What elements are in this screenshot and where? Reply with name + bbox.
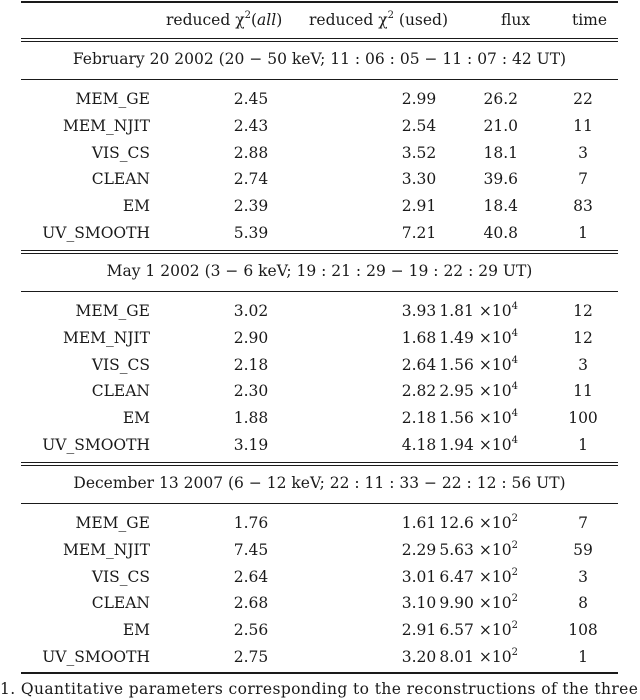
method-name: VIS_CS — [91, 143, 150, 162]
flux-times-ten: ×10 — [478, 648, 512, 666]
chi2-all-value: 2.90 — [233, 328, 269, 347]
flux-exponent: 2 — [511, 647, 518, 658]
flux-mantissa: 21.0 — [483, 116, 518, 135]
table-row — [21, 564, 618, 590]
table-row — [21, 432, 618, 458]
flux-times-ten: ×10 — [478, 621, 512, 640]
method-name: CLEAN — [91, 382, 150, 401]
time-value: 11 — [573, 382, 593, 401]
time-value: 59 — [573, 540, 593, 559]
method-name: UV_SMOOTH — [42, 436, 150, 454]
time-value: 3 — [578, 567, 588, 586]
flux-value — [439, 432, 518, 458]
method-name: VIS_CS — [91, 355, 150, 374]
chi2-all-value: 2.18 — [233, 355, 269, 374]
table-row — [21, 140, 618, 166]
flux-exponent: 4 — [511, 435, 518, 446]
flux-value — [483, 140, 518, 166]
time-value: 108 — [568, 621, 598, 640]
time-value: 83 — [573, 197, 593, 216]
flux-value — [439, 590, 518, 616]
flux-mantissa: 2.95 — [439, 382, 474, 401]
header-chi2-all: reduced $\chi^2(all)$ — [166, 10, 283, 29]
flux-mantissa: 40.8 — [483, 224, 518, 242]
flux-mantissa: 39.6 — [483, 170, 518, 189]
chi2-all-value: 2.39 — [233, 197, 269, 216]
section-double-rule-bottom — [21, 253, 618, 254]
section-double-rule-bottom — [21, 465, 618, 466]
table-row — [21, 220, 618, 246]
flux-exponent: 4 — [511, 408, 518, 420]
flux-times-ten: ×10 — [478, 514, 512, 532]
table-row — [21, 510, 618, 536]
chi2-used-value: 3.52 — [401, 143, 437, 162]
table-row — [21, 113, 618, 139]
flux-exponent: 4 — [511, 301, 518, 312]
flux-times-ten: ×10 — [478, 436, 512, 454]
flux-mantissa: 26.2 — [483, 90, 518, 108]
chi2-used-value: 3.10 — [401, 594, 437, 613]
flux-mantissa: 1.49 — [439, 328, 474, 347]
section-title: February 20 2002 (20 − 50 keV; 11 : 06 : 05 − 11 : 07 : 42 UT) — [72, 50, 567, 68]
flux-value — [439, 325, 518, 351]
flux-value — [439, 378, 518, 404]
flux-times-ten: ×10 — [478, 594, 512, 613]
method-name: CLEAN — [91, 594, 150, 613]
flux-exponent: 2 — [511, 539, 518, 551]
method-name: VIS_CS — [91, 567, 150, 586]
flux-times-ten: ×10 — [478, 567, 512, 586]
method-name: MEM_GE — [75, 302, 150, 320]
flux-value — [439, 644, 518, 670]
section-title-rule — [21, 291, 618, 292]
table-row — [21, 405, 618, 431]
section-title-rule — [21, 79, 618, 80]
method-name: MEM_NJIT — [62, 116, 150, 135]
chi2-all-value: 2.68 — [233, 594, 269, 613]
time-value: 1 — [578, 436, 588, 454]
chi2-used-value: 2.29 — [401, 540, 437, 559]
flux-value — [483, 220, 518, 246]
time-value: 1 — [578, 648, 588, 666]
flux-mantissa: 18.4 — [483, 197, 518, 216]
flux-mantissa: 6.57 — [439, 621, 474, 640]
time-value: 11 — [573, 116, 593, 135]
chi2-all-value: 2.45 — [233, 90, 269, 108]
time-value: 100 — [568, 409, 598, 428]
method-name: UV_SMOOTH — [42, 648, 150, 666]
table-row — [21, 617, 618, 643]
chi2-all-value: 2.75 — [233, 648, 269, 666]
time-value: 22 — [573, 90, 593, 108]
flux-exponent: 2 — [511, 620, 518, 632]
flux-exponent: 4 — [511, 381, 518, 393]
table-row — [21, 193, 618, 219]
flux-value — [439, 405, 518, 431]
flux-value — [483, 166, 518, 192]
section-double-rule-top — [21, 250, 618, 251]
time-value: 1 — [578, 224, 588, 242]
time-value: 3 — [578, 143, 588, 162]
chi2-used-value: 2.91 — [401, 621, 437, 640]
chi2-used-value: 3.20 — [401, 648, 437, 666]
method-name: MEM_GE — [75, 90, 150, 108]
flux-mantissa: 5.63 — [439, 540, 474, 559]
flux-value — [483, 193, 518, 219]
table-row — [21, 166, 618, 192]
flux-times-ten: ×10 — [478, 409, 512, 428]
chi2-all-value: 2.74 — [233, 170, 269, 189]
flux-times-ten: ×10 — [478, 328, 512, 347]
chi2-all-value: 1.88 — [233, 409, 269, 428]
method-name: EM — [122, 197, 150, 216]
table-caption: 1. Quantitative parameters corresponding to the reconstructions of the three — [0, 680, 639, 698]
method-name: UV_SMOOTH — [42, 224, 150, 242]
chi2-all-value: 5.39 — [233, 224, 269, 242]
chi2-used-value: 3.01 — [401, 567, 437, 586]
section-title: May 1 2002 (3 − 6 keV; 19 : 21 : 29 − 19 : 22 : 29 UT) — [106, 262, 533, 280]
flux-value — [439, 537, 518, 563]
flux-exponent: 4 — [511, 354, 518, 366]
section-title-rule — [21, 503, 618, 504]
flux-times-ten: ×10 — [478, 382, 512, 401]
section-double-rule-top — [21, 38, 618, 39]
chi2-all-value: 2.43 — [233, 116, 269, 135]
table-row — [21, 86, 618, 112]
chi2-used-value: 1.68 — [401, 328, 437, 347]
method-name: MEM_NJIT — [62, 540, 150, 559]
flux-value — [439, 564, 518, 590]
flux-mantissa: 18.1 — [483, 143, 518, 162]
section-double-rule-top — [21, 462, 618, 463]
header-time: time — [572, 11, 608, 29]
flux-mantissa: 12.6 — [439, 514, 474, 532]
flux-mantissa: 8.01 — [439, 648, 474, 666]
chi2-all-value: 3.02 — [233, 302, 269, 320]
chi2-used-value: 3.30 — [401, 170, 437, 189]
section-title: December 13 2007 (6 − 12 keV; 22 : 11 : 33 − 22 : 12 : 56 UT) — [73, 474, 566, 492]
method-name: CLEAN — [91, 170, 150, 189]
table-bottom-rule — [21, 672, 618, 674]
time-value: 7 — [578, 514, 588, 532]
flux-times-ten: ×10 — [478, 302, 512, 320]
time-value: 8 — [578, 594, 588, 613]
chi2-used-value: 4.18 — [401, 436, 437, 454]
method-name: MEM_NJIT — [62, 328, 150, 347]
flux-exponent: 2 — [511, 593, 518, 605]
header-chi2-used: reduced $\chi^2$ (used) — [309, 10, 449, 29]
flux-value — [439, 510, 518, 536]
table-header-row — [21, 7, 618, 33]
flux-mantissa: 9.90 — [439, 594, 474, 613]
flux-mantissa: 1.56 — [439, 409, 474, 428]
flux-value — [439, 617, 518, 643]
section-double-rule-bottom — [21, 41, 618, 42]
table-row — [21, 298, 618, 324]
flux-value — [439, 352, 518, 378]
table-row — [21, 590, 618, 616]
chi2-used-value: 2.54 — [401, 116, 437, 135]
table-row — [21, 378, 618, 404]
flux-exponent: 4 — [511, 327, 518, 339]
chi2-used-value: 2.91 — [401, 197, 437, 216]
header-flux: flux — [501, 11, 531, 29]
table-top-rule — [21, 1, 618, 3]
time-value: 3 — [578, 355, 588, 374]
flux-value — [483, 86, 518, 112]
time-value: 7 — [578, 170, 588, 189]
flux-times-ten: ×10 — [478, 355, 512, 374]
chi2-all-value: 3.19 — [233, 436, 269, 454]
flux-value — [483, 113, 518, 139]
flux-mantissa: 1.94 — [439, 436, 474, 454]
method-name: MEM_GE — [75, 514, 150, 532]
flux-exponent: 2 — [511, 566, 518, 578]
chi2-used-value: 2.82 — [401, 382, 437, 401]
table-row — [21, 644, 618, 670]
flux-value — [439, 298, 518, 324]
table-row — [21, 537, 618, 563]
flux-mantissa: 1.81 — [439, 302, 474, 320]
chi2-all-value: 2.30 — [233, 382, 269, 401]
flux-exponent: 2 — [511, 513, 518, 524]
chi2-all-value: 2.64 — [233, 567, 269, 586]
chi2-used-value: 2.18 — [401, 409, 437, 428]
method-name: EM — [122, 621, 150, 640]
chi2-used-value: 2.64 — [401, 355, 437, 374]
time-value: 12 — [573, 302, 593, 320]
flux-mantissa: 6.47 — [439, 567, 474, 586]
table-row — [21, 352, 618, 378]
chi2-all-value: 1.76 — [233, 514, 269, 532]
chi2-used-value: 1.61 — [401, 514, 437, 532]
table-row — [21, 325, 618, 351]
flux-times-ten: ×10 — [478, 540, 512, 559]
time-value: 12 — [573, 328, 593, 347]
flux-mantissa: 1.56 — [439, 355, 474, 374]
chi2-all-value: 7.45 — [233, 540, 269, 559]
method-name: EM — [122, 409, 150, 428]
chi2-used-value: 3.93 — [401, 302, 437, 320]
chi2-all-value: 2.88 — [233, 143, 269, 162]
chi2-used-value: 2.99 — [401, 90, 437, 108]
chi2-all-value: 2.56 — [233, 621, 269, 640]
chi2-used-value: 7.21 — [401, 224, 437, 242]
